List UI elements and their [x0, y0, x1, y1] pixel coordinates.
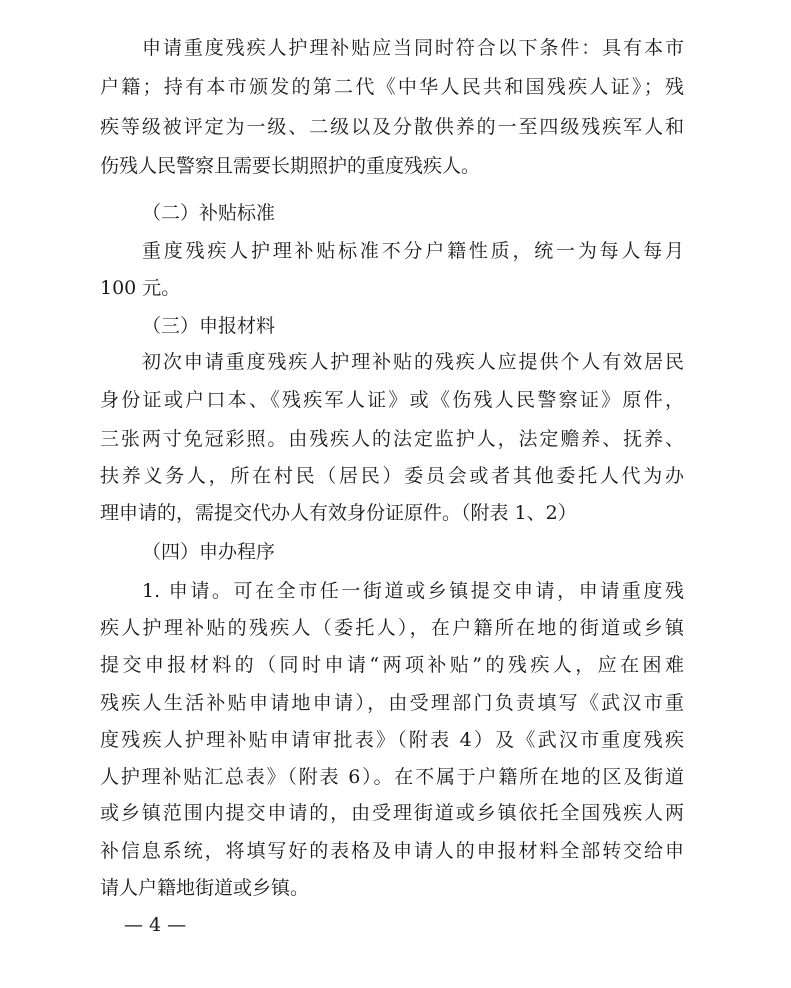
paragraph-line: 提交申报材料的（同时申请“两项补贴”的残疾人，应在困难 — [100, 654, 684, 676]
paragraph-line: 户籍；持有本市颁发的第二代《中华人民共和国残疾人证》；残 — [100, 76, 684, 98]
page-number: — 4 — — [124, 914, 187, 936]
paragraph-line: 重度残疾人护理补贴标准不分户籍性质，统一为每人每月 — [142, 240, 684, 262]
paragraph-line: 人护理补贴汇总表》（附表 6）。在不属于户籍所在地的区及街道 — [100, 766, 684, 788]
paragraph-line: 补信息系统，将填写好的表格及申请人的申报材料全部转交给申 — [100, 840, 684, 862]
paragraph-line: 疾等级被评定为一级、二级以及分散供养的一至四级残疾军人和 — [100, 116, 684, 138]
paragraph-line: 或乡镇范围内提交申请的，由受理街道或乡镇依托全国残疾人两 — [100, 802, 684, 824]
paragraph-line: 残疾人生活补贴申请地申请），由受理部门负责填写《武汉市重 — [100, 692, 684, 714]
paragraph-line: 申请重度残疾人护理补贴应当同时符合以下条件：具有本市 — [142, 37, 684, 59]
paragraph-line: 请人户籍地街道或乡镇。 — [100, 877, 310, 899]
paragraph-line: 初次申请重度残疾人护理补贴的残疾人应提供个人有效居民 — [142, 351, 684, 373]
paragraph-line: 身份证或户口本、《残疾军人证》或《伤残人民警察证》原件， — [100, 389, 684, 411]
section-heading: （四）申办程序 — [142, 541, 276, 563]
paragraph-line: 1. 申请。可在全市任一街道或乡镇提交申请，申请重度残 — [142, 580, 684, 602]
paragraph-line: 100 元。 — [100, 277, 181, 299]
paragraph-line: 疾人护理补贴的残疾人（委托人），在户籍所在地的街道或乡镇 — [100, 617, 684, 639]
paragraph-line: 扶养义务人，所在村民（居民）委员会或者其他委托人代为办 — [100, 465, 684, 487]
section-heading: （二）补贴标准 — [142, 202, 276, 224]
paragraph-line: 理申请的，需提交代办人有效身份证原件。（附表 1、2） — [100, 502, 577, 524]
paragraph-line: 伤残人民警察且需要长期照护的重度残疾人。 — [100, 155, 481, 177]
paragraph-line: 三张两寸免冠彩照。由残疾人的法定监护人，法定赡养、抚养、 — [100, 428, 684, 450]
section-heading: （三）申报材料 — [142, 315, 276, 337]
paragraph-line: 度残疾人护理补贴申请审批表》（附表 4）及《武汉市重度残疾 — [100, 729, 684, 751]
